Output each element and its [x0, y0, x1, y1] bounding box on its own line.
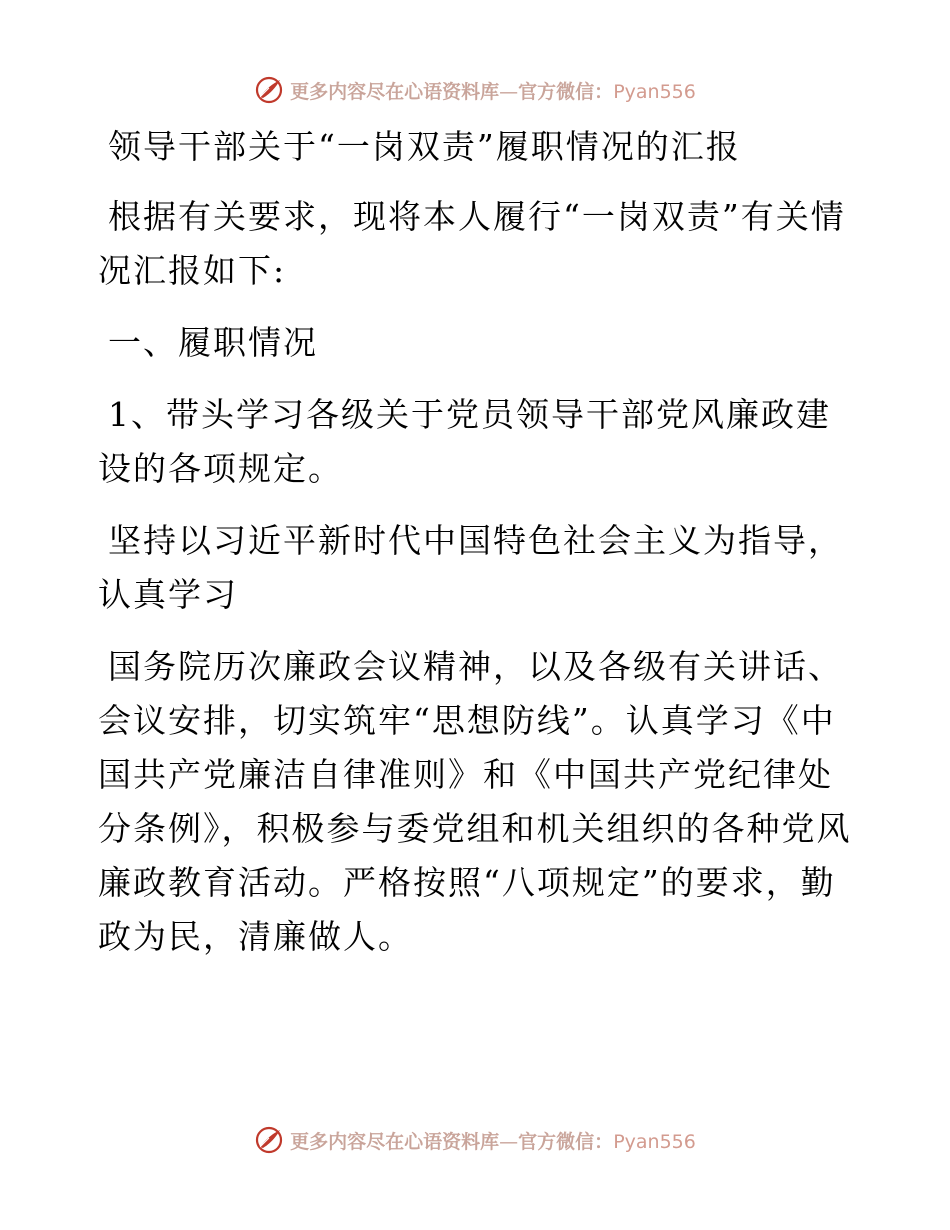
watermark-id: Pyan556 [613, 1130, 696, 1153]
feather-pen-icon [254, 1125, 284, 1155]
paragraph-guidance: 坚持以习近平新时代中国特色社会主义为指导，认真学习 [98, 521, 843, 614]
watermark-brand: 更多内容尽在心语资料库 [290, 1130, 500, 1153]
feather-pen-icon [254, 75, 284, 105]
paragraph-study: 国务院历次廉政会议精神，以及各级有关讲话、会议安排，切实筑牢“思想防线”。认真学习《中国共产党廉洁自律准则》和《中国共产党纪律处分条例》，积极参与委党组和机关组织的各种党风廉政教育活动。严格按照“八项规定”的要求，勤政为民，清廉做人。 [98, 647, 852, 956]
paragraph-item-1: 1、带头学习各级关于党员领导干部党风廉政建设的各项规定。 [98, 395, 831, 488]
watermark-id: Pyan556 [613, 80, 696, 103]
watermark-dash: — [499, 80, 519, 103]
watermark-dash: — [499, 1130, 519, 1153]
document-body [98, 120, 858, 982]
watermark-suffix: 官方微信： [518, 80, 614, 103]
watermark-text [290, 1127, 696, 1154]
footer-watermark [0, 1120, 950, 1160]
watermark-group [254, 1125, 696, 1155]
paragraph-intro: 根据有关要求，现将本人履行“一岗双责”有关情况汇报如下: [98, 197, 846, 290]
watermark-brand: 更多内容尽在心语资料库 [290, 80, 500, 103]
watermark-text [290, 77, 696, 104]
watermark-suffix: 官方微信： [518, 1130, 614, 1153]
header-watermark [0, 70, 950, 110]
document-title: 领导干部关于“一岗双责”履职情况的汇报 [108, 127, 741, 166]
section-heading: 一、履职情况 [108, 323, 318, 362]
watermark-group [254, 75, 696, 105]
